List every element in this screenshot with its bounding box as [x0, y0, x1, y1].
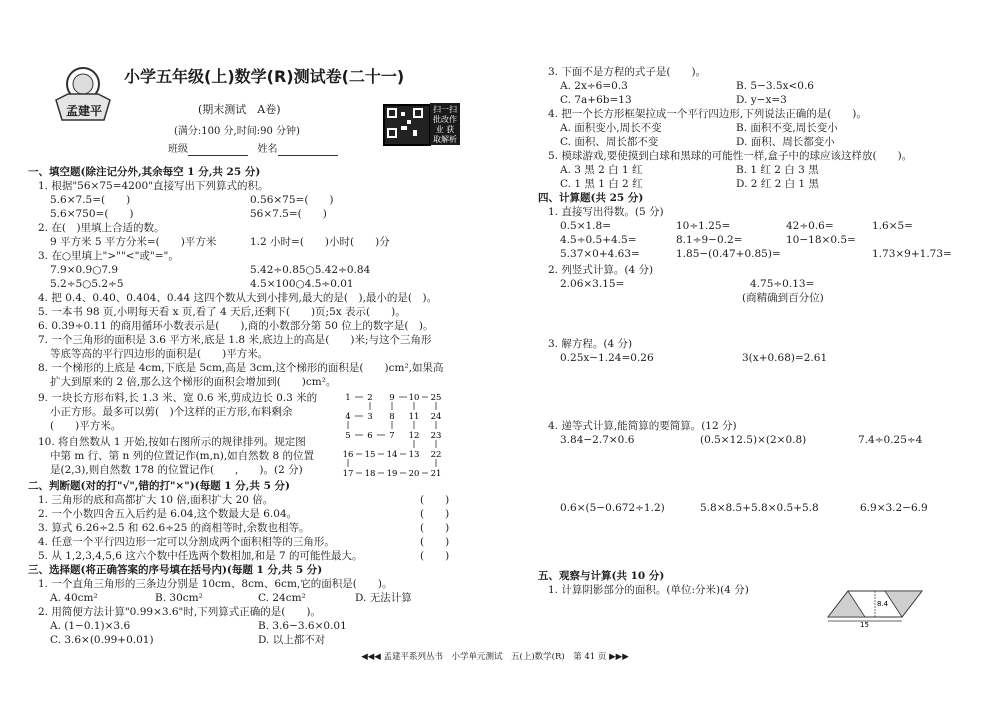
name-blank	[278, 145, 338, 156]
question-text: 9 平方米 5 平方分米=( )平方米	[50, 236, 217, 248]
question-text: 等底等高的平行四边形的面积是( )平方米。	[50, 348, 269, 360]
question-text: 2. 在( )里填上合适的数。	[38, 222, 165, 234]
calc-note: (商精确到百分位)	[742, 292, 824, 304]
choice-question: 2. 用简便方法计算"0.99×3.6"时,下列算式正确的是( )。	[38, 606, 321, 618]
qr-code	[383, 104, 431, 146]
score-info: (满分:100 分,时间:90 分钟)	[174, 126, 300, 137]
calc-item: 1.85−(0.47+0.85)=	[676, 248, 781, 260]
choice-question: 4. 把一个长方形框架拉成一个平行四边形,下列说法正确的是( )。	[548, 108, 867, 120]
grid-number: 1	[345, 393, 351, 403]
grid-number: 14	[386, 450, 398, 460]
qr-pattern-icon	[385, 106, 425, 140]
calc-item: 1.73×9+1.73=	[872, 248, 952, 260]
question-text: 扩大到原来的 2 倍,那么这个梯形的面积会增加到( )cm²。	[50, 376, 337, 388]
choice-option: A. 3 黑 2 白 1 红	[560, 164, 643, 176]
question-text: 9. 一块长方形布料,长 1.3 米、宽 0.6 米,剪成边长 0.3 米的	[38, 392, 318, 404]
choice-option: D. 2 红 2 白 1 黑	[736, 178, 819, 190]
choice-option: C. 面积、周长都不变	[560, 136, 659, 148]
choice-option: D. 面积、周长都变小	[736, 136, 835, 148]
observe-question: 1. 计算阴影部分的面积。(单位:分米)(4 分)	[548, 584, 749, 596]
calc-item: 42÷0.6=	[786, 220, 834, 232]
calc-item: 6.9×3.2−6.9	[860, 502, 928, 514]
question-text: 6. 0.39÷0.11 的商用循环小数表示是( ),商的小数部分第 50 位上的数字是( )。	[38, 320, 434, 332]
question-text: 5. 一本书 98 页,小明每天看 x 页,看了 4 天后,还剩下( )页;5x 表示( )。	[38, 306, 406, 318]
choice-option: B. 5−3.5x<0.6	[736, 80, 814, 92]
calc-subheading: 4. 递等式计算,能简算的要简算。(12 分)	[548, 420, 737, 432]
question-text: 8. 一个梯形的上底是 4cm,下底是 5cm,高是 3cm,这个梯形的面积是( )cm²,如果高	[38, 362, 444, 374]
calc-item: 1.6×5=	[872, 220, 913, 232]
question-text: 4.5×100○4.5÷0.01	[250, 278, 354, 290]
judge-answer-blank[interactable]: ( )	[420, 550, 450, 562]
number-spiral-grid	[340, 389, 450, 485]
calc-subheading: 2. 列竖式计算。(4 分)	[548, 264, 654, 276]
grid-number: 4	[345, 412, 351, 422]
judge-item: 2. 一个小数四舍五入后约是 6.04,这个数最大是 6.04。	[38, 508, 298, 520]
choice-option: A. 面积变小,周长不变	[560, 122, 662, 134]
question-text: 10. 将自然数从 1 开始,按如右图所示的规律排列。规定图	[38, 436, 306, 448]
question-text: 小正方形。最多可以剪( )个这样的正方形,布料剩余	[50, 406, 293, 418]
choice-question: 5. 模球游戏,要使摸到白球和黑球的可能性一样,盒子中的球应该这样放( )。	[548, 150, 913, 162]
grid-number: 13	[408, 450, 420, 460]
question-text: ( )平方米。	[50, 420, 122, 432]
class-label: 班级	[168, 144, 188, 155]
footer-text: 孟建平系列丛书 小学单元测试 五(上)数学(R) 第 41 页	[383, 652, 607, 662]
section-judge-heading: 二、判断题(对的打"√",错的打"×")(每题 1 分,共 5 分)	[28, 480, 290, 492]
choice-option: D. y−x=3	[736, 94, 787, 106]
choice-question: 3. 下面不是方程的式子是( )。	[548, 66, 707, 78]
question-text: 7. 一个三角形的面积是 3.6 平方米,底是 1.8 米,底边上的高是( )米;与这个三角形	[38, 334, 432, 346]
class-blank	[188, 145, 248, 156]
calc-item: 0.6×(5−0.672÷1.2)	[560, 502, 665, 514]
logo-text: 孟建平	[65, 104, 102, 118]
grid-number: 24	[430, 412, 442, 422]
calc-item: 5.8×8.5+5.8×0.5+5.8	[700, 502, 819, 514]
question-text: 5.42÷0.85○5.42÷0.84	[250, 264, 371, 276]
footer-arrow-left-icon: ◀◀◀	[361, 652, 381, 662]
question-text: 4. 把 0.4、0.40、0.404、0.44 这四个数从大到小排列,最大的是( ),最小的是( )。	[38, 292, 438, 304]
shaded-parallelogram-figure	[820, 585, 930, 627]
qr-caption: 扫一扫 批改作业 获取解析	[430, 103, 460, 145]
section-calc-heading: 四、计算题(共 25 分)	[538, 192, 644, 204]
judge-item: 5. 从 1,2,3,4,5,6 这六个数中任选两个数相加,和是 7 的可能性最大。	[38, 550, 363, 562]
judge-item: 1. 三角形的底和高都扩大 10 倍,面积扩大 20 倍。	[38, 494, 274, 506]
calc-item: 0.5×1.8=	[560, 220, 611, 232]
section-choice-heading: 三、选择题(将正确答案的序号填在括号内)(每题 1 分,共 5 分)	[28, 564, 323, 576]
choice-option: B. 3.6−3.6×0.01	[258, 620, 347, 632]
calc-item: 3.84−2.7×0.6	[560, 434, 635, 446]
section-observe-heading: 五、观察与计算(共 10 分)	[538, 570, 665, 582]
question-text: 1.2 小时=( )小时( )分	[250, 236, 390, 248]
choice-option: B. 1 红 2 白 3 黑	[736, 164, 819, 176]
calc-subheading: 3. 解方程。(4 分)	[548, 338, 633, 350]
calc-item: 0.25x−1.24=0.26	[560, 352, 654, 364]
choice-option: C. 24cm²	[258, 592, 306, 604]
grid-number: 23	[430, 431, 442, 441]
calc-item: 5.37×0+4.63=	[560, 248, 640, 260]
judge-answer-blank[interactable]: ( )	[420, 522, 450, 534]
grid-number: 15	[364, 450, 376, 460]
judge-item: 3. 算式 6.26÷2.5 和 62.6÷25 的商相等时,余数也相等。	[38, 522, 310, 534]
question-text: 中第 m 行、第 n 列的位置记作(m,n),如自然数 8 的位置	[50, 450, 315, 462]
logo	[48, 62, 118, 122]
calc-item: 2.06×3.15=	[560, 278, 625, 290]
calc-item: 4.75÷0.13=	[750, 278, 815, 290]
grid-number: 3	[367, 412, 373, 422]
question-text: 1. 根据"56×75=4200"直接写出下列算式的积。	[38, 180, 269, 192]
grid-number: 6	[367, 431, 373, 441]
base-label: 15	[860, 621, 869, 627]
section-fill-in-heading: 一、填空题(除注记分外,其余每空 1 分,共 25 分)	[28, 166, 261, 178]
grid-number: 9	[389, 393, 395, 403]
calc-subheading: 1. 直接写出得数。(5 分)	[548, 206, 664, 218]
calc-item: 10−18×0.5=	[786, 234, 856, 246]
choice-option: B. 30cm²	[155, 592, 203, 604]
choice-option: C. 1 黑 1 白 2 红	[560, 178, 643, 190]
grid-number: 16	[342, 450, 354, 460]
grid-number: 21	[430, 469, 442, 479]
grid-number: 22	[430, 450, 442, 460]
grid-number: 10	[408, 393, 420, 403]
grid-number: 18	[364, 469, 376, 479]
calc-item: (0.5×12.5)×(2×0.8)	[700, 434, 807, 446]
question-text: 5.6×7.5=( )	[50, 194, 131, 206]
choice-option: A. 2x÷6=0.3	[560, 80, 628, 92]
grid-number: 7	[389, 431, 395, 441]
grid-number: 5	[345, 431, 351, 441]
question-text: 3. 在○里填上">""<"或"="。	[38, 250, 179, 262]
judge-item: 4. 任意一个平行四边形一定可以分割成两个面积相等的三角形。	[38, 536, 335, 548]
grid-number: 25	[430, 393, 442, 403]
calc-item: 8.1÷9−0.2=	[676, 234, 743, 246]
question-text: 0.56×75=( )	[250, 194, 334, 206]
question-text: 56×7.5=( )	[250, 208, 327, 220]
question-text: 是(2,3),则自然数 178 的位置记作( , )。(2 分)	[50, 464, 303, 476]
class-field	[168, 143, 338, 156]
calc-item: 4.5÷0.5+4.5=	[560, 234, 637, 246]
choice-option: B. 面积不变,周长变小	[736, 122, 838, 134]
grid-number: 2	[367, 393, 373, 403]
choice-option: D. 以上都不对	[258, 634, 326, 646]
grid-number: 11	[408, 412, 420, 422]
judge-answer-blank[interactable]: ( )	[420, 494, 450, 506]
choice-option: D. 无法计算	[355, 592, 412, 604]
grid-number: 20	[408, 469, 420, 479]
grid-number: 19	[386, 469, 398, 479]
grid-number: 12	[408, 431, 420, 441]
page-subtitle: (期末测试 A卷)	[198, 103, 281, 116]
footer-arrow-right-icon: ▶▶▶	[609, 652, 629, 662]
height-label: 8.4	[877, 600, 889, 608]
judge-answer-blank[interactable]: ( )	[420, 508, 450, 520]
calc-item: 7.4÷0.25÷4	[858, 434, 923, 446]
question-text: 5.2÷5○5.2÷5	[50, 278, 124, 290]
grid-number: 17	[342, 469, 354, 479]
choice-option: C. 3.6×(0.99+0.01)	[50, 634, 154, 646]
page-footer	[345, 650, 645, 664]
calc-item: 3(x+0.68)=2.61	[742, 352, 828, 364]
question-text: 7.9×0.9○7.9	[50, 264, 119, 276]
page-title: 小学五年级(上)数学(R)测试卷(二十一)	[124, 67, 405, 86]
choice-option: A. 40cm²	[50, 592, 98, 604]
choice-option: C. 7a+6b=13	[560, 94, 632, 106]
question-text: 5.6×750=( )	[50, 208, 134, 220]
choice-question: 1. 一个直角三角形的三条边分别是 10cm、8cm、6cm,它的面积是( )。	[38, 578, 393, 590]
name-label: 姓名	[257, 144, 278, 155]
grid-number: 8	[389, 412, 395, 422]
choice-option: A. (1−0.1)×3.6	[50, 620, 131, 632]
judge-answer-blank[interactable]: ( )	[420, 536, 450, 548]
calc-item: 10÷1.25=	[676, 220, 731, 232]
